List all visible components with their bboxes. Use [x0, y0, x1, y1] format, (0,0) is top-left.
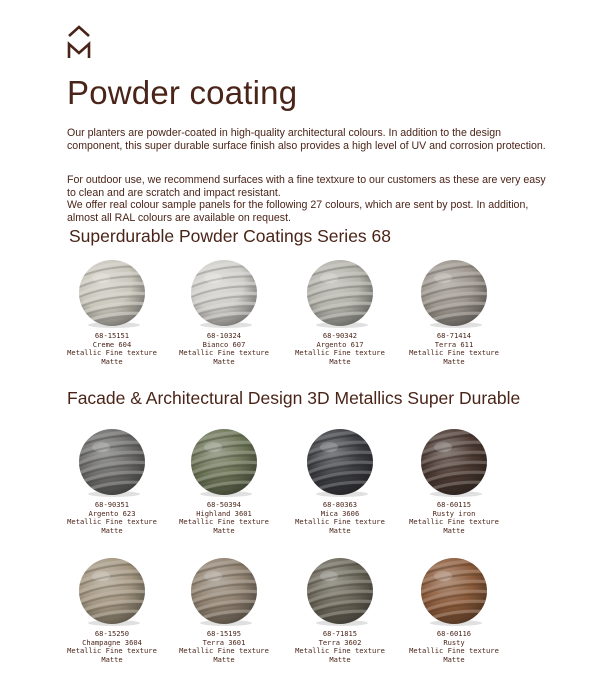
swatch-code: 68-50394 [206, 500, 242, 509]
color-swatch [282, 427, 398, 535]
swatch-name: Mica 3606 [320, 508, 360, 518]
swatch-code: 68-90351 [94, 500, 130, 509]
swatch-name: Terra 3602 [318, 637, 362, 647]
swatch-code: 68-80363 [322, 500, 358, 509]
swatch-sphere-icon [77, 556, 147, 626]
swatch-code: 68-60116 [436, 629, 472, 638]
swatch-code: 68-15250 [94, 629, 130, 638]
swatch-caption [166, 630, 282, 664]
brand-logo-icon [66, 24, 92, 60]
swatch-code: 68-15195 [206, 629, 242, 638]
color-swatch [282, 258, 398, 366]
swatch-sphere-icon [419, 258, 489, 328]
swatch-name: Creme 604 [92, 339, 132, 349]
swatch-sphere-icon [189, 427, 259, 497]
swatch-caption [54, 332, 170, 366]
swatch-finish: Metallic Fine texture [409, 646, 499, 656]
swatch-name: Highland 3601 [196, 508, 252, 518]
swatch-caption [166, 332, 282, 366]
swatch-code: 68-60115 [436, 500, 472, 509]
swatch-sphere-icon [189, 556, 259, 626]
swatch-finish: Metallic Fine texture [409, 517, 499, 527]
swatch-caption [166, 501, 282, 535]
swatch-sphere-icon [305, 556, 375, 626]
swatch-name: Argento 623 [88, 508, 136, 518]
color-swatch [54, 427, 170, 535]
swatch-finish: Metallic Fine texture [67, 348, 157, 358]
swatch-name: Terra 3601 [202, 637, 246, 647]
swatch-name: Champagne 3604 [82, 637, 142, 647]
color-swatch [54, 258, 170, 366]
swatch-gloss: Matte [101, 525, 123, 535]
swatch-sphere-icon [189, 258, 259, 328]
swatch-caption [282, 630, 398, 664]
swatch-name: Rusty [443, 637, 465, 647]
swatch-gloss: Matte [329, 654, 351, 664]
swatch-gloss: Matte [443, 525, 465, 535]
swatch-gloss: Matte [101, 356, 123, 366]
swatch-finish: Metallic Fine texture [179, 348, 269, 358]
swatch-caption [54, 630, 170, 664]
color-swatch [282, 556, 398, 664]
swatch-gloss: Matte [443, 356, 465, 366]
samples-offer-text: We offer real colour sample panels for the following 27 colours, which are sent by post. In addition, almost all RAL colours are available on request. [67, 199, 529, 224]
swatch-code: 68-15151 [94, 331, 130, 340]
swatch-name: Bianco 607 [202, 339, 246, 349]
swatch-name: Argento 617 [316, 339, 364, 349]
color-swatch [166, 556, 282, 664]
swatch-finish: Metallic Fine texture [409, 348, 499, 358]
swatch-finish: Metallic Fine texture [179, 517, 269, 527]
swatch-caption [396, 630, 512, 664]
section-heading-series-68: Superdurable Powder Coatings Series 68 [69, 226, 391, 246]
swatch-sphere-icon [419, 427, 489, 497]
swatch-name: Terra 611 [434, 339, 474, 349]
swatch-sphere-icon [77, 427, 147, 497]
swatch-gloss: Matte [443, 654, 465, 664]
swatch-caption [282, 501, 398, 535]
swatch-sphere-icon [77, 258, 147, 328]
swatch-gloss: Matte [101, 654, 123, 664]
swatch-finish: Metallic Fine texture [295, 646, 385, 656]
swatch-finish: Metallic Fine texture [67, 517, 157, 527]
swatch-finish: Metallic Fine texture [295, 517, 385, 527]
swatch-sphere-icon [305, 427, 375, 497]
swatch-code: 68-71414 [436, 331, 472, 340]
swatch-gloss: Matte [213, 654, 235, 664]
swatch-sphere-icon [419, 556, 489, 626]
outdoor-recommendation-paragraph [67, 174, 553, 224]
swatch-gloss: Matte [329, 356, 351, 366]
swatch-caption [396, 501, 512, 535]
color-swatch [166, 427, 282, 535]
intro-paragraph: Our planters are powder-coated in high-quality architectural colours. In addition to the design component, this super durable surface finish also provides a high level of UV and corrosion protection. [67, 127, 546, 152]
color-swatch [396, 258, 512, 366]
page-title: Powder coating [67, 74, 298, 111]
swatch-caption [54, 501, 170, 535]
swatch-code: 68-71815 [322, 629, 358, 638]
swatch-caption [282, 332, 398, 366]
color-swatch [166, 258, 282, 366]
color-swatch [396, 427, 512, 535]
section-heading-3d-metallics: Facade & Architectural Design 3D Metallics Super Durable [67, 388, 521, 408]
swatch-gloss: Matte [213, 356, 235, 366]
swatch-finish: Metallic Fine texture [295, 348, 385, 358]
color-swatch [396, 556, 512, 664]
color-swatch [54, 556, 170, 664]
swatch-code: 68-90342 [322, 331, 358, 340]
swatch-name: Rusty iron [432, 508, 476, 518]
swatch-sphere-icon [305, 258, 375, 328]
swatch-gloss: Matte [329, 525, 351, 535]
swatch-gloss: Matte [213, 525, 235, 535]
swatch-code: 68-10324 [206, 331, 242, 340]
swatch-finish: Metallic Fine texture [179, 646, 269, 656]
outdoor-recommendation-text: For outdoor use, we recommend surfaces with a fine textxure to our customers as these are very easy to clean and are scratch and impact resistant. [67, 174, 546, 199]
swatch-caption [396, 332, 512, 366]
swatch-finish: Metallic Fine texture [67, 646, 157, 656]
